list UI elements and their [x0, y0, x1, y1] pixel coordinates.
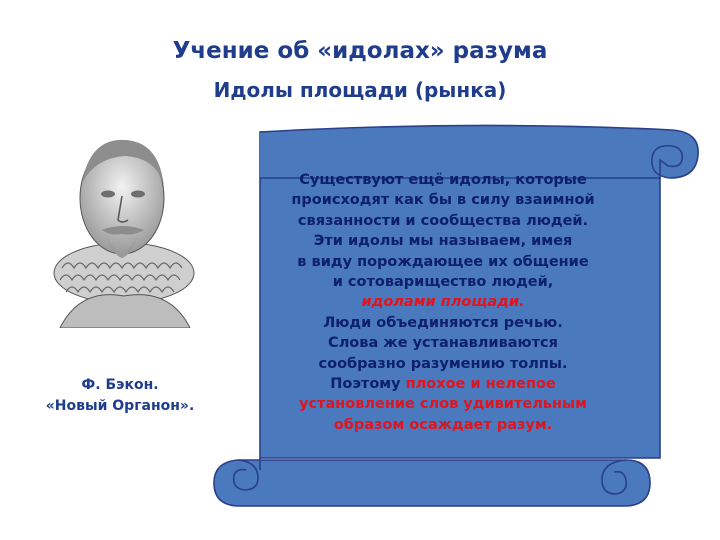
- page-title: Учение об «идолах» разума: [172, 38, 548, 64]
- caption-work: «Новый Органон».: [45, 398, 195, 414]
- quote-line: в виду порождающее их общение: [297, 253, 589, 270]
- quote-line: происходят как бы в силу взаимной: [291, 192, 595, 209]
- quote-line: и сотоварищество людей,: [332, 274, 554, 291]
- quote-line: Эти идолы мы называем, имея: [313, 233, 573, 250]
- quote-fragment: Поэтому: [330, 376, 406, 393]
- quote-line-emphasis: идолами площади.: [361, 294, 525, 311]
- page-subtitle: Идолы площади (рынка): [213, 78, 507, 102]
- quote-line: Люди объединяются речью.: [323, 314, 563, 331]
- quote-line: связанности и сообщества людей.: [297, 212, 589, 229]
- quote-line-red: образом осаждает разум.: [333, 416, 553, 433]
- scroll-quote: [278, 170, 608, 435]
- quote-line: сообразно разумению толпы.: [318, 355, 568, 372]
- scroll-bottom-roll: [214, 460, 650, 506]
- quote-fragment-red: плохое и нелепое: [405, 376, 556, 393]
- quote-line-mixed: [278, 374, 608, 394]
- caption-author: Ф. Бэкон.: [81, 377, 159, 393]
- quote-line: Слова же устанавливаются: [328, 335, 558, 352]
- quote-line-red: установление слов удивительным: [299, 396, 587, 413]
- quote-line: Существуют ещё идолы, которые: [299, 172, 587, 188]
